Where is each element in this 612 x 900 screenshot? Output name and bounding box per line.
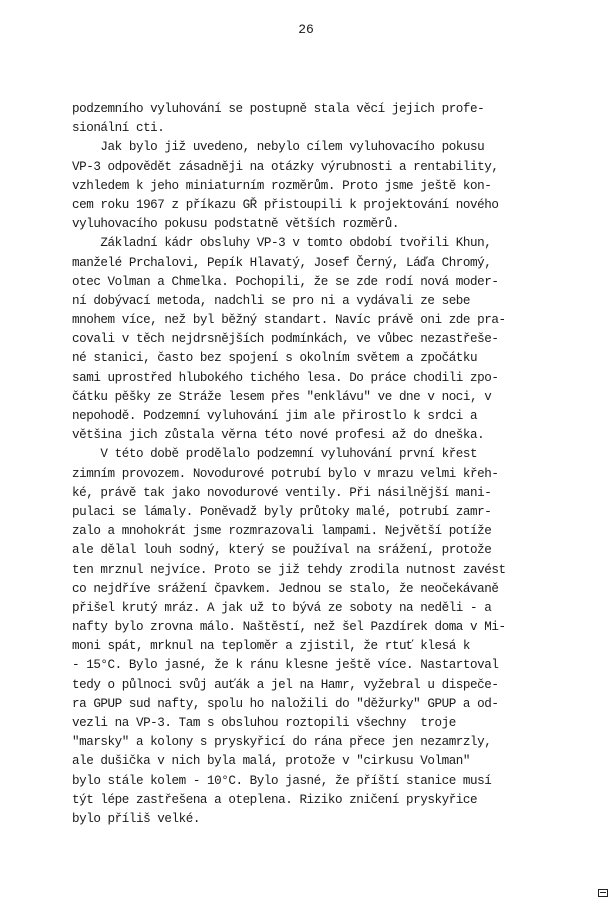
text-line: nafty bylo zrovna málo. Naštěstí, než šel Pazdírek doma v Mi-: [72, 620, 506, 635]
text-line: tedy o půlnoci svůj auťák a jel na Hamr, vyžebral u dispeče-: [72, 677, 499, 692]
page-number: 26: [298, 22, 314, 37]
text-line: čátku pěšky ze Stráže lesem přes "enklávu" ve dne v noci, v: [72, 389, 492, 404]
text-line: ní dobývací metoda, nadchli se pro ni a vydávali ze sebe: [72, 293, 471, 308]
text-line: vzhledem k jeho miniaturním rozměrům. Proto jsme ještě kon-: [72, 178, 492, 193]
text-line: "marsky" a kolony s pryskyřicí do rána přece jen nezamrzly,: [72, 735, 492, 750]
text-line: VP-3 odpovědět zásadněji na otázky výrubnosti a rentability,: [72, 159, 499, 174]
text-line: pulaci se lámaly. Poněvadž byly průtoky malé, potrubí zamr-: [72, 504, 492, 519]
text-line: zimním provozem. Novodurové potrubí bylo v mrazu velmi křeh-: [72, 466, 499, 481]
text-line: manželé Prchalovi, Pepík Hlavatý, Josef Černý, Láďa Chromý,: [72, 255, 492, 270]
text-line: mnohem více, než byl běžný standart. Navíc právě oni zde pra-: [72, 313, 506, 328]
text-line: podzemního vyluhování se postupně stala věcí jejich profe-: [72, 102, 485, 116]
text-line: vezli na VP-3. Tam s obsluhou roztopili všechny troje: [72, 716, 456, 730]
text-line: sionální cti.: [72, 121, 165, 136]
text-line: co nejdříve srážení čpavkem. Jednou se stalo, že neočekávaně: [72, 581, 499, 596]
text-line: sami uprostřed hlubokého tichého lesa. Do práce chodili zpo-: [72, 370, 499, 385]
text-line: moni spát, mrknul na teploměr a zjistil, že rtuť klesá k: [72, 639, 471, 654]
text-line: ale dělal louh sodný, který se používal na srážení, protože: [72, 543, 492, 558]
text-line: cem roku 1967 z příkazu GŘ přistoupili k projektování nového: [72, 197, 499, 212]
text-line: týt lépe zastřešena a oteplena. Riziko zničení pryskyřice: [72, 792, 478, 807]
text-line: - 15°C. Bylo jasné, že k ránu klesne ještě více. Nastartoval: [72, 658, 499, 673]
text-line: ra GPUP sud nafty, spolu ho naložili do "děžurky" GPUP a od-: [72, 696, 499, 711]
text-line: ké, právě tak jako novodurové ventily. Při násilnější mani-: [72, 485, 492, 500]
text-line: většina jich zůstala věrna této nové profesi až do dneška.: [72, 428, 485, 443]
corner-mark-icon: [598, 889, 608, 897]
text-line: né stanici, často bez spojení s okolním světem a zpočátku: [72, 351, 478, 366]
text-line: covali v těch nejdrsnějších podmínkách, ve vůbec nezastřeše-: [72, 332, 499, 347]
text-line: přišel krutý mráz. A jak už to bývá ze soboty na neděli - a: [72, 600, 492, 615]
body-text: [72, 100, 572, 829]
text-line: vyluhovacího pokusu podstatně větších rozměrů.: [72, 217, 399, 232]
text-line: bylo příliš velké.: [72, 811, 200, 826]
text-line: ten mrznul nejvíce. Proto se již tehdy zrodila nutnost zavést: [72, 562, 506, 577]
text-line: Jak bylo již uvedeno, nebylo cílem vyluhovacího pokusu: [72, 140, 485, 155]
text-line: Základní kádr obsluhy VP-3 v tomto období tvořili Khun,: [72, 236, 492, 251]
text-line: ale dušička v nich byla malá, protože v "cirkusu Volman": [72, 754, 471, 769]
text-line: zalo a mnohokrát jsme rozmrazovali lampami. Největší potíže: [72, 524, 492, 539]
text-line: nepohodě. Podzemní vyluhování jim ale přirostlo k srdci a: [72, 409, 478, 423]
text-line: bylo stále kolem - 10°C. Bylo jasné, že příští stanice musí: [72, 773, 492, 788]
text-line: V této době prodělalo podzemní vyluhování první křest: [72, 447, 478, 462]
text-line: otec Volman a Chmelka. Pochopili, že se zde rodí nová moder-: [72, 274, 499, 289]
